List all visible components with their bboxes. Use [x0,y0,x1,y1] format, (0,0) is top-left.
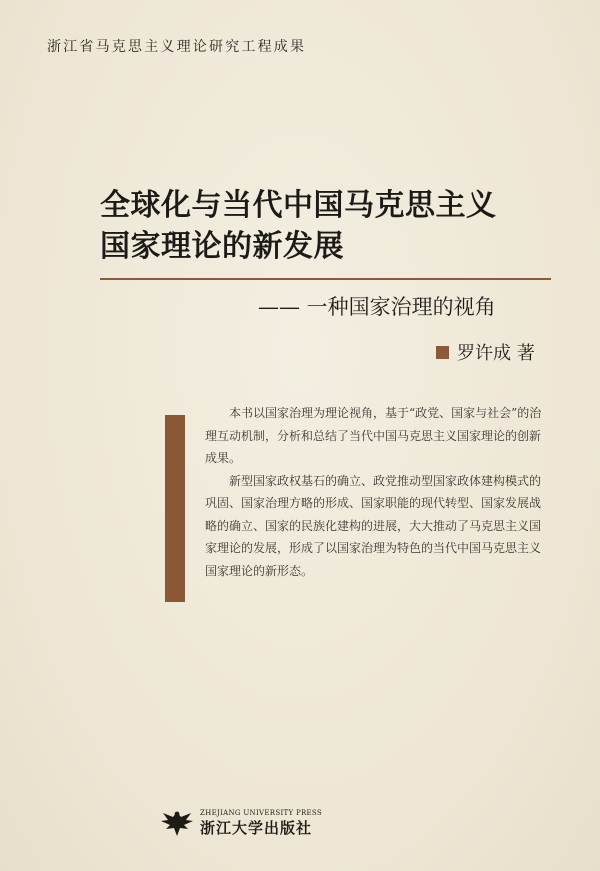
description-paragraph-2: 新型国家政权基石的确立、政党推动型国家政体建构模式的巩固、国家治理方略的形成、国家职能的现代转型、国家发展战略的确立、国家的民族化建构的进展，大大推动了马克思主义国家理论的发展，形成了以国家治理为特色的当代中国马克思主义国家理论的新形态。 [205,473,542,578]
book-subtitle: —— 一种国家治理的视角 [258,295,496,319]
author-name: 罗许成 著 [457,343,535,364]
publisher-chinese-name: 浙江大学出版社 [200,819,313,837]
book-title-line-2: 国家理论的新发展 [100,229,344,264]
description-paragraph-1: 本书以国家治理为理论视角，基于“政党、国家与社会”的治理互动机制，分析和总结了当代中国马克思主义国家理论的创新成果。 [205,406,542,465]
book-description [205,402,550,582]
publisher-block [160,808,322,838]
square-bullet-icon [436,346,449,359]
book-title-line-1: 全球化与当代中国马克思主义 [100,188,497,223]
series-label: 浙江省马克思主义理论研究工程成果 [47,39,307,55]
author-row [436,339,535,365]
decorative-side-bar [165,415,185,602]
bird-emblem-icon [160,808,194,838]
title-divider [100,278,551,280]
publisher-english-name: ZHEJIANG UNIVERSITY PRESS [200,809,323,817]
